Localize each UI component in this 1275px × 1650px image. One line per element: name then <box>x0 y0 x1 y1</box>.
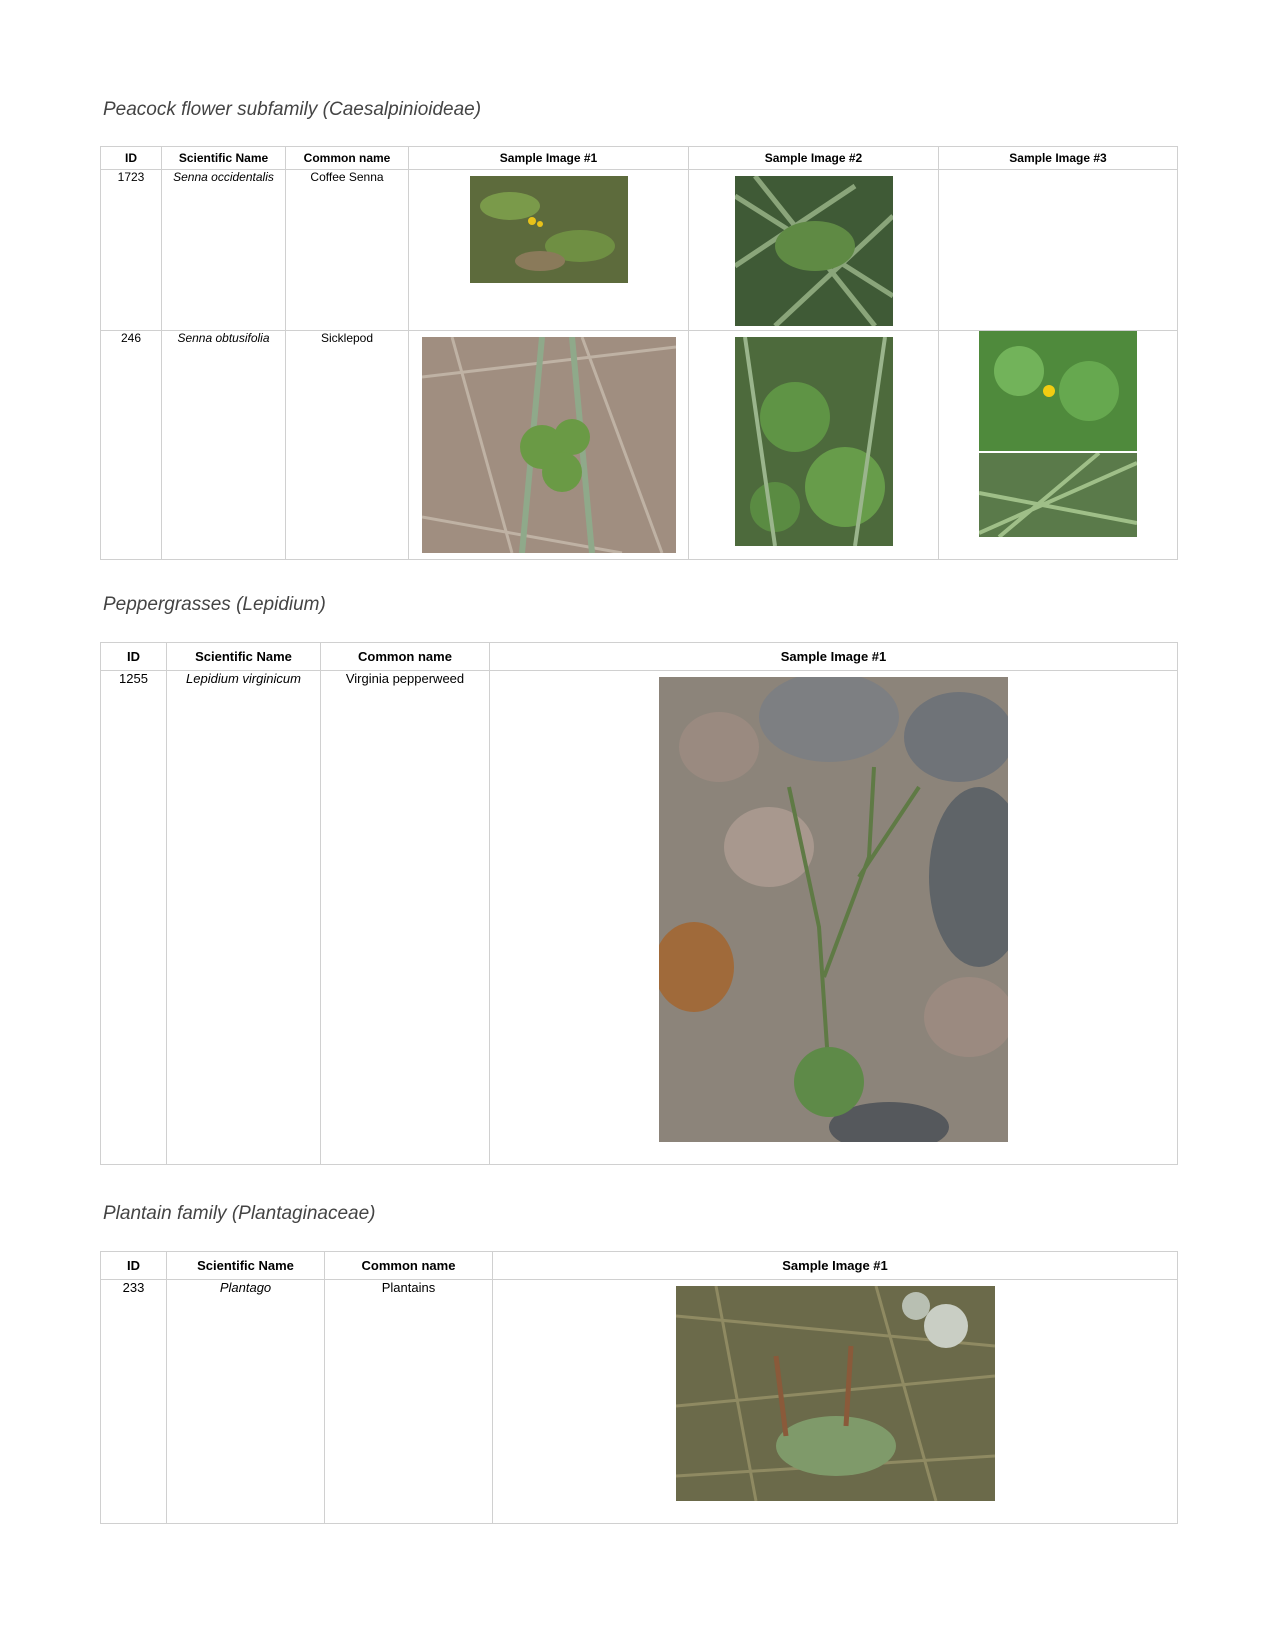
table-row <box>101 170 1178 331</box>
col-header-sample-image-1: Sample Image #1 <box>493 1252 1178 1280</box>
species-id: 1255 <box>101 671 167 1165</box>
col-header-id: ID <box>101 147 162 170</box>
scientific-name: Senna occidentalis <box>162 170 286 331</box>
plant-photo[interactable] <box>470 176 628 283</box>
table-row <box>101 671 1178 1165</box>
table-header-row <box>101 147 1178 170</box>
sample-image-cell <box>409 170 689 331</box>
col-header-id: ID <box>101 1252 167 1280</box>
species-id: 233 <box>101 1280 167 1524</box>
col-header-scientific-name: Scientific Name <box>167 643 321 671</box>
col-header-sample-image-3: Sample Image #3 <box>939 147 1178 170</box>
species-table <box>100 1251 1178 1524</box>
scientific-name: Senna obtusifolia <box>162 331 286 560</box>
col-header-scientific-name: Scientific Name <box>162 147 286 170</box>
section-title: Peppergrasses (Lepidium) <box>103 594 326 615</box>
species-id: 1723 <box>101 170 162 331</box>
col-header-sample-image-1: Sample Image #1 <box>409 147 689 170</box>
sample-image-cell <box>493 1280 1178 1524</box>
sample-image-cell <box>939 331 1178 560</box>
common-name: Coffee Senna <box>286 170 409 331</box>
plant-photo[interactable] <box>659 677 1008 1142</box>
sample-image-cell <box>689 170 939 331</box>
table-header-row <box>101 1252 1178 1280</box>
sample-image-cell <box>689 331 939 560</box>
table-header-row <box>101 643 1178 671</box>
sample-image-cell <box>490 671 1178 1165</box>
col-header-common-name: Common name <box>325 1252 493 1280</box>
plant-photo[interactable] <box>979 453 1137 537</box>
species-table <box>100 146 1178 560</box>
col-header-common-name: Common name <box>286 147 409 170</box>
col-header-sample-image-1: Sample Image #1 <box>490 643 1178 671</box>
plant-photo[interactable] <box>676 1286 995 1501</box>
table-row <box>101 331 1178 560</box>
plant-photo[interactable] <box>979 331 1137 451</box>
scientific-name: Lepidium virginicum <box>167 671 321 1165</box>
species-id: 246 <box>101 331 162 560</box>
section-title: Peacock flower subfamily (Caesalpinioideae) <box>103 99 482 120</box>
section-title: Plantain family (Plantaginaceae) <box>103 1203 376 1224</box>
scientific-name: Plantago <box>167 1280 325 1524</box>
common-name: Sicklepod <box>286 331 409 560</box>
species-table <box>100 642 1178 1165</box>
col-header-id: ID <box>101 643 167 671</box>
col-header-sample-image-2: Sample Image #2 <box>689 147 939 170</box>
common-name: Plantains <box>325 1280 493 1524</box>
plant-photo[interactable] <box>735 176 893 326</box>
sample-image-cell <box>409 331 689 560</box>
plant-photo[interactable] <box>422 337 676 553</box>
col-header-common-name: Common name <box>321 643 490 671</box>
col-header-scientific-name: Scientific Name <box>167 1252 325 1280</box>
sample-image-cell-empty <box>939 170 1178 331</box>
table-row <box>101 1280 1178 1524</box>
common-name: Virginia pepperweed <box>321 671 490 1165</box>
plant-photo[interactable] <box>735 337 893 546</box>
